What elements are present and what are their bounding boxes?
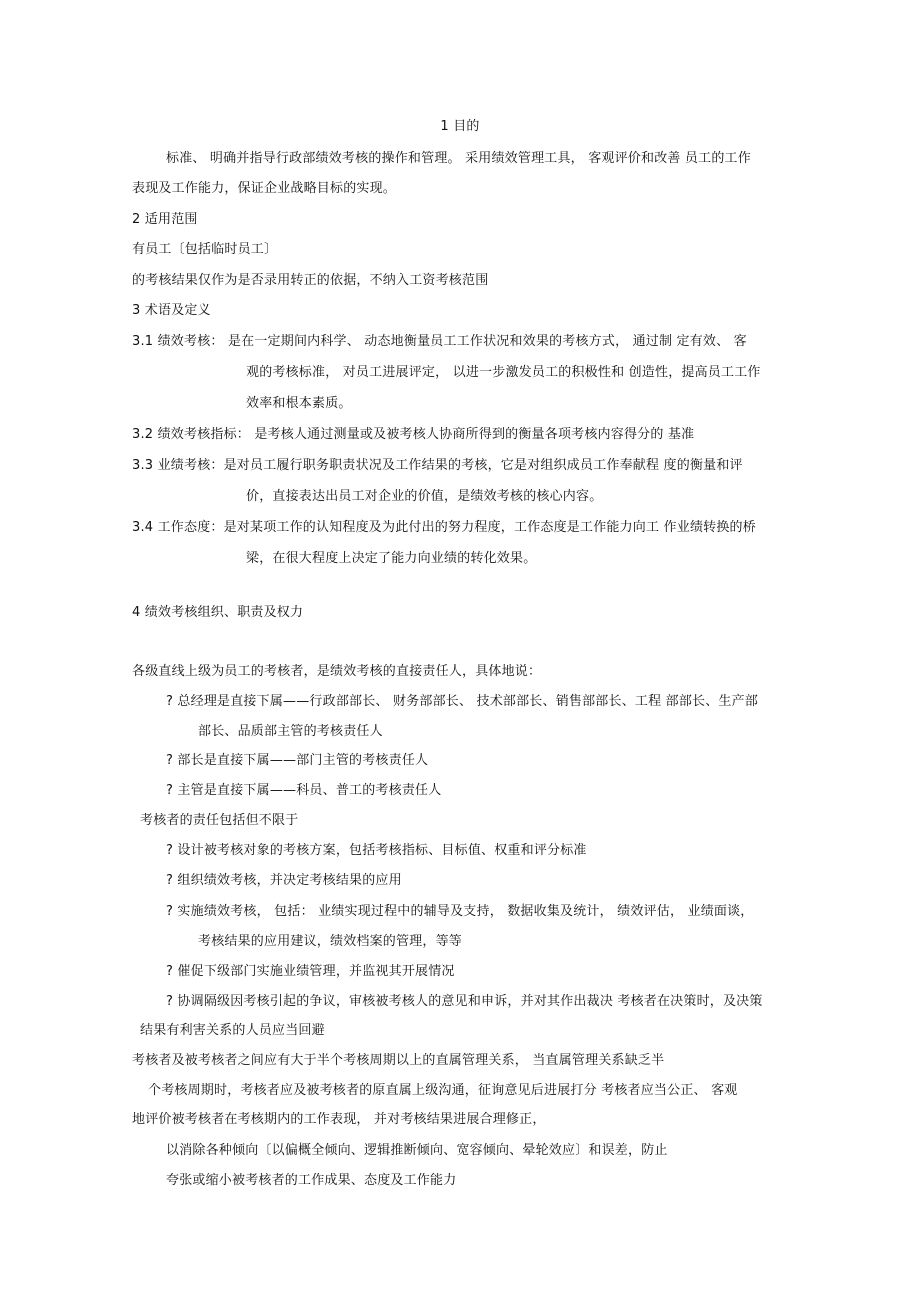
bullet-general-manager-line-1: ? 总经理是直接下属——行政部部长、 财务部部长、 技术部部长、销售部部长、工程 部部长、生产部 (166, 694, 759, 709)
term-3-1-line-2: 观的考核标准， 对员工进展评定， 以进一步激发员工的积极性和 创造性，提高员工工作 (246, 365, 761, 380)
term-3-3-line-1: 3.3 业绩考核：是对员工履行职务职责状况及工作结果的考核，它是对组织成员工作奉献程 度的衡量和评 (132, 458, 743, 473)
scope-line-2: 的考核结果仅作为是否录用转正的依据，不纳入工资考核范围 (132, 273, 489, 288)
term-3-2: 3.2 绩效考核指标： 是考核人通过测量或及被考核人协商所得到的衡量各项考核内容得分的 基准 (132, 427, 695, 442)
section-3-heading: 3 术语及定义 (132, 303, 211, 318)
section-2-heading: 2 适用范围 (132, 212, 198, 227)
closing-line-4: 以消除各种倾向〔以偏概全倾向、逻辑推断倾向、宽容倾向、晕轮效应〕和误差，防止 (166, 1143, 668, 1158)
duty-design-plan: ? 设计被考核对象的考核方案，包括考核指标、目标值、权重和评分标准 (166, 843, 587, 858)
duty-implement-line-2: 考核结果的应用建议，绩效档案的管理，等等 (198, 934, 463, 949)
scope-line-1: 有员工〔包括临时员工〕 (132, 242, 278, 257)
duty-coordinate-line-1: ? 协调隔级因考核引起的争议，审核被考核人的意见和申诉，并对其作出裁决 考核者在决策时，及决策 (166, 994, 763, 1009)
closing-line-1: 考核者及被考核者之间应有大于半个考核周期以上的直属管理关系， 当直属管理关系缺乏半 (132, 1053, 665, 1068)
term-3-1-line-1: 3.1 绩效考核： 是在一定期间内科学、 动态地衡量员工工作状况和效果的考核方式， 通过制 定有效、 客 (132, 334, 747, 349)
section-1-heading: 1 目的 (440, 119, 480, 134)
closing-line-5: 夸张或缩小被考核者的工作成果、态度及工作能力 (166, 1173, 457, 1188)
section-4-heading: 4 绩效考核组织、职责及权力 (132, 605, 304, 620)
term-3-3-line-2: 价，直接表达出员工对企业的价值，是绩效考核的核心内容。 (246, 489, 603, 504)
duty-implement-line-1: ? 实施绩效考核， 包括： 业绩实现过程中的辅导及支持， 数据收集及统计， 绩效评估， 业绩面谈， (166, 904, 754, 919)
closing-line-3: 地评价被考核者在考核期内的工作表现， 并对考核结果进展合理修正， (132, 1112, 546, 1127)
duty-coordinate-line-2: 结果有利害关系的人员应当回避 (140, 1023, 325, 1038)
term-3-4-line-1: 3.4 工作态度：是对某项工作的认知程度及为此付出的努力程度，工作态度是工作能力向工 作业绩转换的桥 (132, 520, 756, 535)
closing-line-2: 个考核周期时，考核者应及被考核者的原直属上级沟通，征询意见后进展打分 考核者应当公正、 客观 (148, 1083, 738, 1098)
purpose-line-2: 表现及工作能力，保证企业战略目标的实现。 (132, 181, 397, 196)
bullet-general-manager-line-2: 部长、品质部主管的考核责任人 (198, 724, 383, 739)
term-3-1-line-3: 效率和根本素质。 (246, 396, 352, 411)
bullet-supervisor: ? 主管是直接下属——科员、普工的考核责任人 (166, 783, 442, 798)
purpose-line-1: 标准、 明确并指导行政部绩效考核的操作和管理。 采用绩效管理工具， 客观评价和改善 员工的工作 (166, 151, 751, 166)
term-3-4-line-2: 梁，在很大程度上决定了能力向业绩的转化效果。 (246, 551, 537, 566)
org-intro: 各级直线上级为员工的考核者，是绩效考核的直接责任人，具体地说： (132, 664, 542, 679)
duty-organize: ? 组织绩效考核，并决定考核结果的应用 (166, 873, 402, 888)
bullet-department-head: ? 部长是直接下属——部门主管的考核责任人 (166, 753, 429, 768)
duties-intro: 考核者的责任包括但不限于 (140, 813, 299, 828)
duty-urge: ? 催促下级部门实施业绩管理，并监视其开展情况 (166, 964, 455, 979)
